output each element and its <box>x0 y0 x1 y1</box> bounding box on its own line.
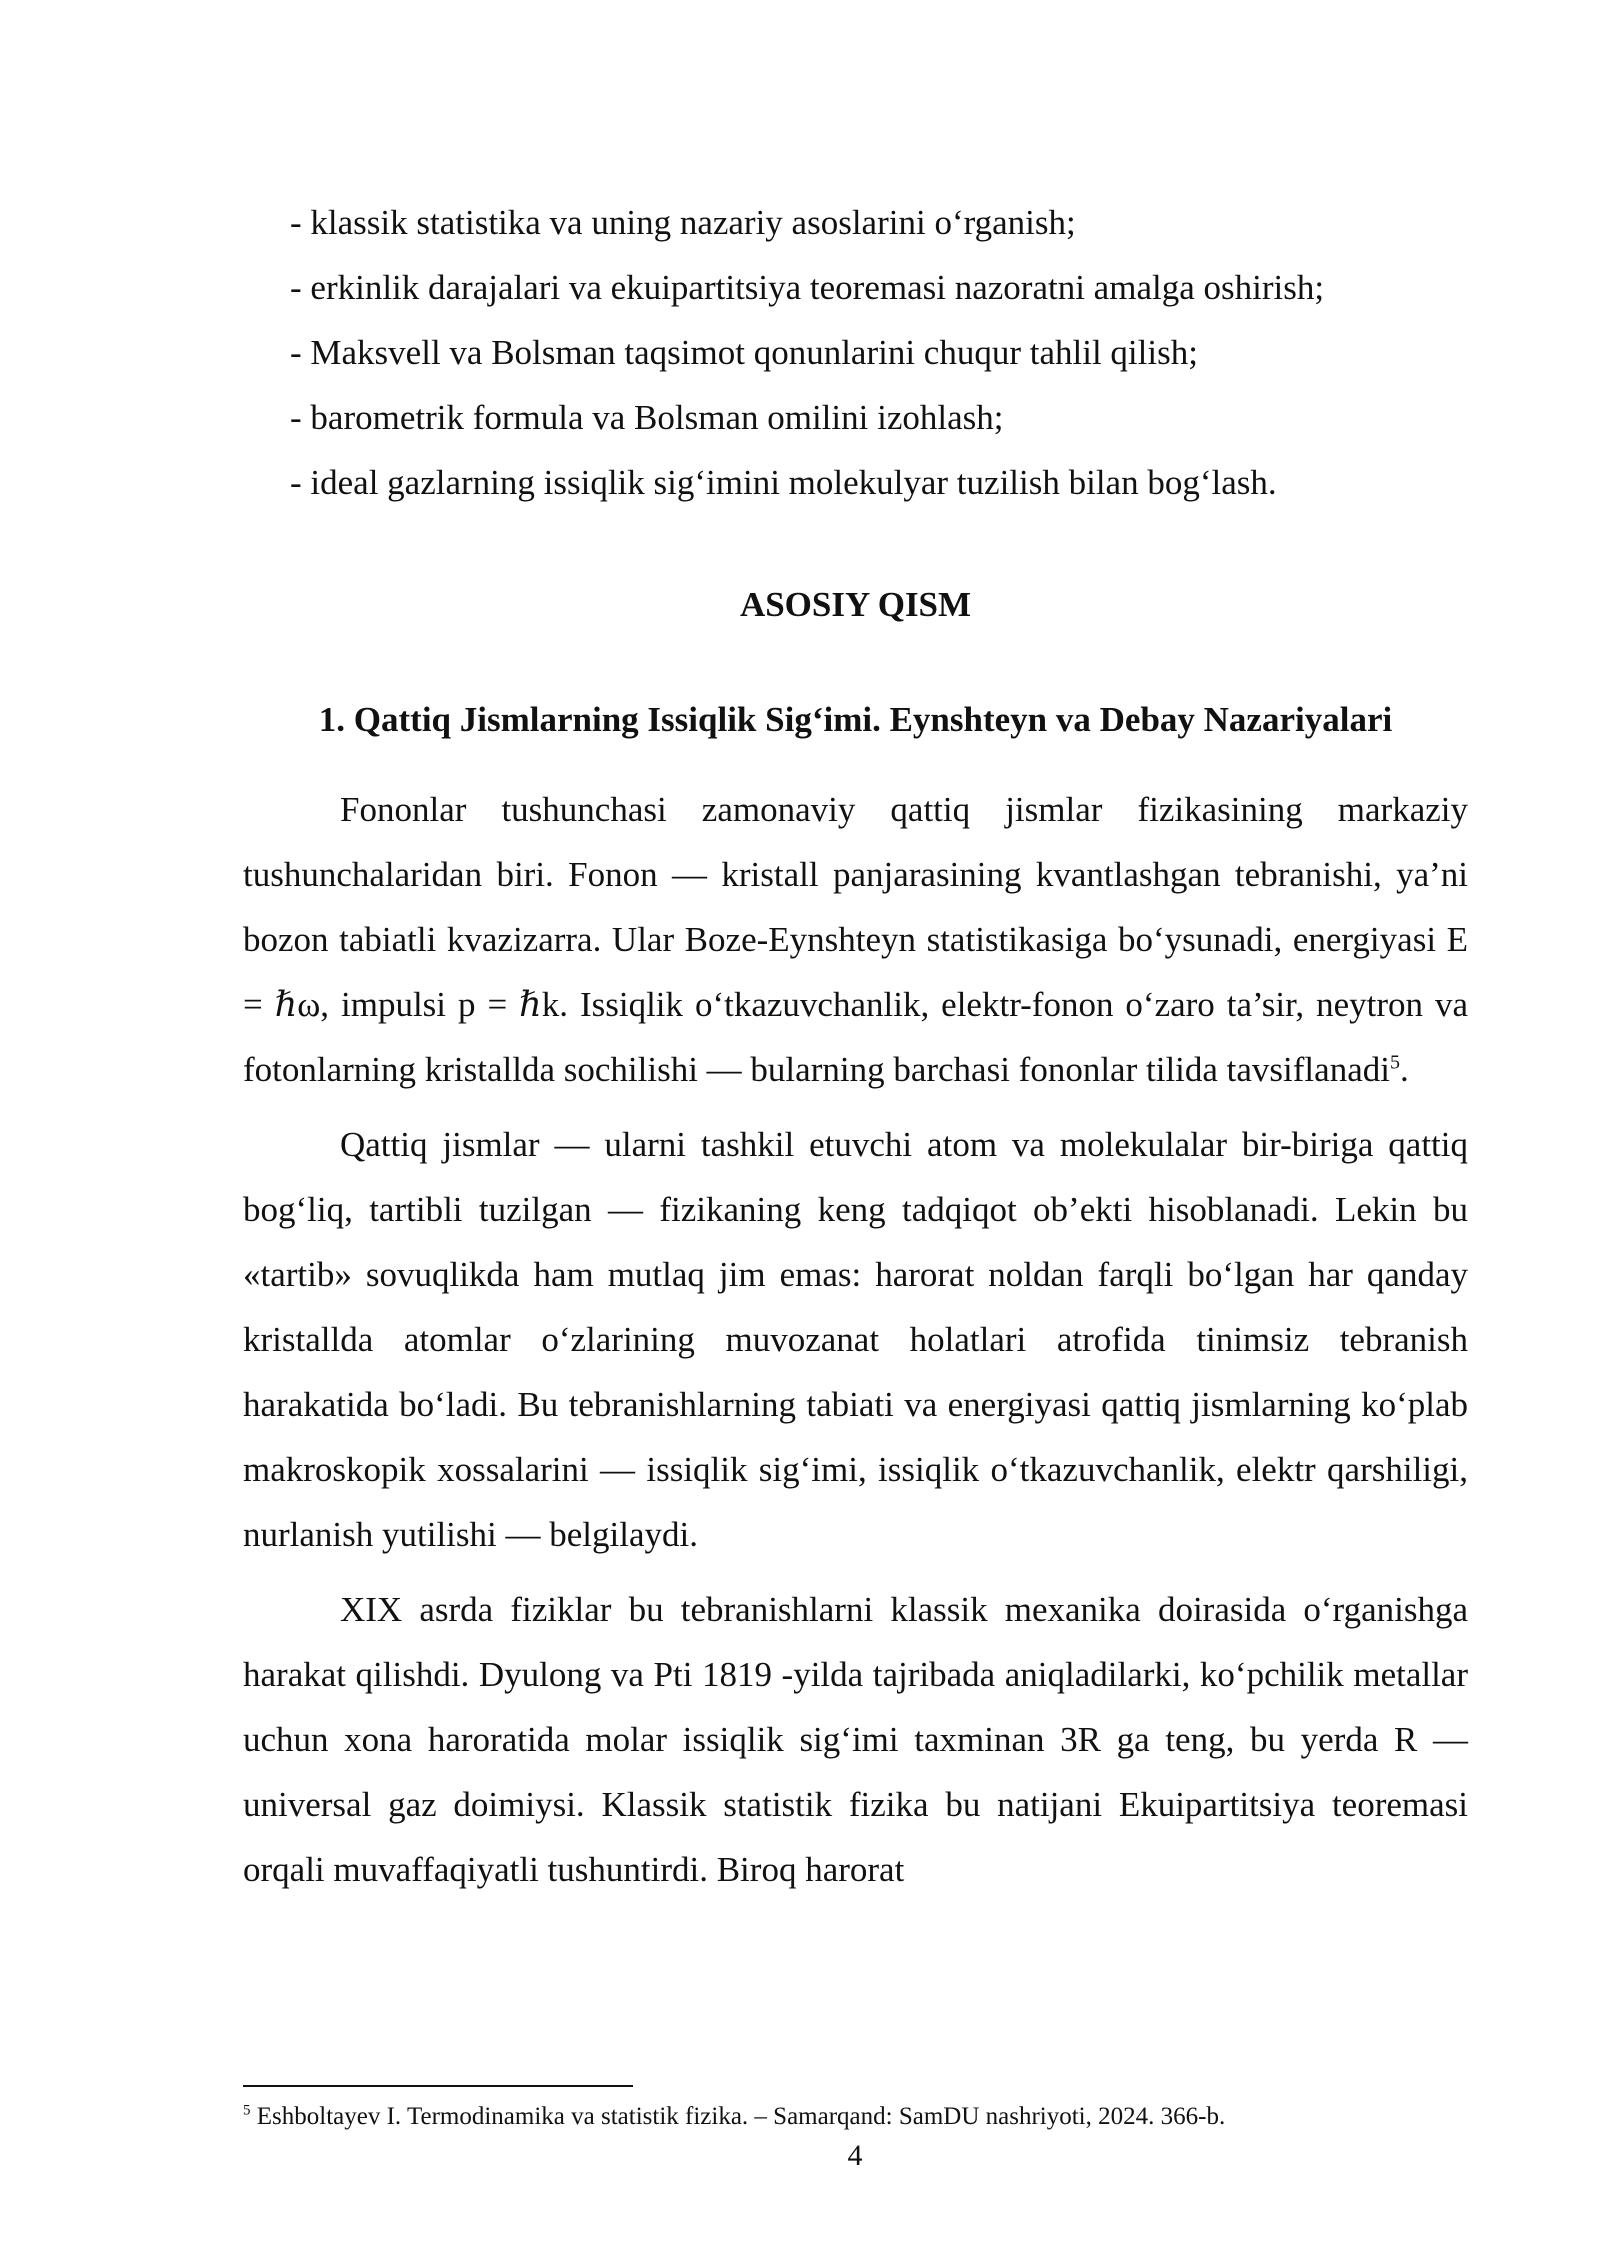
objectives-list <box>290 190 1470 515</box>
list-item: - Maksvell va Bolsman taqsimot qonunlarini chuqur tahlil qilish; <box>290 333 1198 372</box>
paragraph-1 <box>243 777 1468 1102</box>
page-number: 4 <box>847 2139 863 2172</box>
list-item: - klassik statistika va uning nazariy asoslarini o‘rganish; <box>290 203 1076 242</box>
footnote-text: Eshboltayev I. Termodinamika va statistik fizika. – Samarqand: SamDU nashriyoti, 2024. 366-b. <box>250 2103 1226 2130</box>
footnote-divider <box>243 2085 633 2087</box>
paragraph-1-end: . <box>1399 1050 1409 1089</box>
body-text <box>243 777 1468 1912</box>
list-item: - barometrik formula va Bolsman omilini izohlash; <box>290 398 1004 437</box>
list-item: - erkinlik darajalari va ekuipartitsiya teoremasi nazoratni amalga oshirish; <box>290 268 1325 307</box>
chapter-title: 1. Qattiq Jismlarning Issiqlik Sig‘imi. Eynshteyn va Debay Nazariyalari <box>318 700 1393 739</box>
footnote-mark: 5 <box>243 2102 251 2119</box>
paragraph-1-text: Fononlar tushunchasi zamonaviy qattiq jismlar fizikasining markaziy tushunchalaridan biri. Fonon — kristall panjarasining kvantlashgan tebranishi, ya’ni bozon tabiatli kvazizarra. Ular Boze-Eynshteyn statistikasiga bo‘ysunadi, energiyasi E = ℏω, impulsi p = ℏk. Issiqlik o‘tkazuvchanlik, elektr-fonon o‘zaro ta’sir, neytron va fotonlarning kristallda sochilishi — bularning barchasi fononlar tilida tavsiflanadi <box>243 790 1468 1089</box>
paragraph-3: XIX asrda fiziklar bu tebranishlarni klassik mexanika doirasida o‘rganishga harakat qilishdi. Dyulong va Pti 1819 -yilda tajribada aniqladilarki, ko‘pchilik metallar uchun xona haroratida molar issiqlik sig‘imi taxminan 3R ga teng, bu yerda R — universal gaz doimiysi. Klassik statistik fizika bu natijani Ekuipartitsiya teoremasi orqali muvaffaqiyatli tushuntirdi. Biroq harorat <box>243 1590 1468 1889</box>
list-item: - ideal gazlarning issiqlik sig‘imini molekulyar tuzilish bilan bog‘lash. <box>290 463 1277 502</box>
footnote-reference[interactable]: 5 <box>1389 1051 1400 1074</box>
section-title: ASOSIY QISM <box>739 585 972 624</box>
footnote <box>243 2100 1468 2134</box>
paragraph-2: Qattiq jismlar — ularni tashkil etuvchi atom va molekulalar bir-biriga qattiq bog‘liq, tartibli tuzilgan — fizikaning keng tadqiqot ob’ekti hisoblanadi. Lekin bu «tartib» sovuqlikda ham mutlaq jim emas: harorat noldan farqli bo‘lgan har qanday kristallda atomlar o‘zlarining muvozanat holatlari atrofida tinimsiz tebranish harakatida bo‘ladi. Bu tebranishlarning tabiati va energiyasi qattiq jismlarning ko‘plab makroskopik xossalarini — issiqlik sig‘imi, issiqlik o‘tkazuvchanlik, elektr qarshiligi, nurlanish yutilishi — belgilaydi. <box>243 1125 1468 1554</box>
